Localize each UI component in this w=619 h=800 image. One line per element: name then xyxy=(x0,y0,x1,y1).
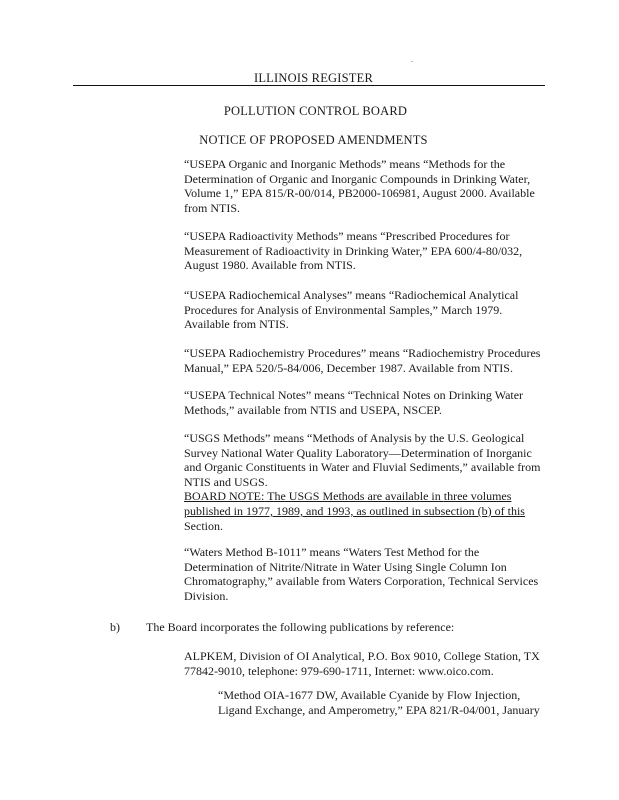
definition-line: “USEPA Radioactivity Methods” means “Prescribed Procedures for xyxy=(184,229,510,243)
header-rule xyxy=(73,85,545,86)
definition-line: Methods,” available from NTIS and USEPA, NSCEP. xyxy=(184,402,442,417)
definition-line: “USEPA Radiochemistry Procedures” means “Radiochemistry Procedures xyxy=(184,346,541,360)
reference-line: ALPKEM, Division of OI Analytical, P.O. Box 9010, College Station, TX xyxy=(184,649,540,663)
definition-line: August 1980. Available from NTIS. xyxy=(184,258,356,273)
reference-line: “Method OIA-1677 DW, Available Cyanide by Flow Injection, xyxy=(218,688,521,702)
register-title: ILLINOIS REGISTER xyxy=(253,71,373,85)
definition-usepa-technical-notes xyxy=(184,388,546,417)
definition-line: from NTIS. xyxy=(184,200,240,215)
definition-usgs-methods xyxy=(184,431,546,533)
board-note-text: outlined in subsection (b) of this xyxy=(369,503,525,518)
definition-line: Volume 1,” EPA 815/R-00/014, PB2000-106981, August 2000. Available xyxy=(184,186,535,201)
definition-usepa-radiochemical xyxy=(184,288,546,332)
definition-usepa-radioactivity xyxy=(184,229,546,273)
definition-line: “USEPA Organic and Inorganic Methods” means “Methods for the xyxy=(184,157,506,171)
definition-line: Determination of Nitrite/Nitrate in Water Using Single Column Ion xyxy=(184,559,507,574)
board-note-text: The USGS Methods are available in xyxy=(264,489,444,504)
notice-title: NOTICE OF PROPOSED AMENDMENTS xyxy=(199,133,428,147)
definition-line: Manual,” EPA 520/5-84/006, December 1987. Available from NTIS. xyxy=(184,360,513,375)
definition-usepa-organic-inorganic xyxy=(184,157,546,215)
method-oia-reference xyxy=(218,688,548,717)
subsection-b-label: b) xyxy=(110,620,120,634)
board-title: POLLUTION CONTROL BOARD xyxy=(223,104,408,118)
board-note-line-3: Section. xyxy=(184,518,223,533)
definition-line: “USEPA Radiochemical Analyses” means “Radiochemical Analytical xyxy=(184,288,519,302)
definition-line: Available from NTIS. xyxy=(184,317,289,332)
board-note-text: three volumes xyxy=(443,489,512,504)
definition-waters-method xyxy=(184,545,546,603)
definition-line: “USEPA Technical Notes” means “Technical Notes on Drinking Water xyxy=(184,388,524,402)
definition-line: Division. xyxy=(184,588,229,603)
reference-line: Ligand Exchange, and Amperometry,” EPA 821/R-04/001, January xyxy=(218,702,540,717)
board-note-line-2 xyxy=(184,504,546,519)
definition-line: NTIS and USGS. xyxy=(184,474,268,489)
board-note-line-1 xyxy=(184,489,546,504)
definition-line: Survey National Water Quality Laboratory—Determination of Inorganic xyxy=(184,445,532,460)
top-mark: . xyxy=(411,55,413,64)
definition-line: and Organic Constituents in Water and Fluvial Sediments,” available from xyxy=(184,460,541,475)
definition-usepa-radiochemistry xyxy=(184,346,546,375)
definition-line: Determination of Organic and Inorganic Compounds in Drinking Water, xyxy=(184,171,531,186)
definition-line: “USGS Methods” means “Methods of Analysis by the U.S. Geological xyxy=(184,431,525,445)
definition-line: Measurement of Radioactivity in Drinking Water,” EPA 600/4-80/032, xyxy=(184,243,523,258)
subsection-b-text: The Board incorporates the following publications by reference: xyxy=(146,620,455,634)
definition-line: Procedures for Analysis of Environmental Samples,” March 1979. xyxy=(184,302,503,317)
reference-line: 77842-9010, telephone: 979-690-1711, Internet: www.oico.com. xyxy=(184,663,494,678)
definition-line: Chromatography,” available from Waters Corporation, Technical Services xyxy=(184,574,539,589)
definition-line: “Waters Method B-1011” means “Waters Test Method for the xyxy=(184,545,480,559)
board-note-label: BOARD NOTE: xyxy=(184,489,265,504)
alpkem-reference xyxy=(184,649,564,678)
board-note-text: published in 1977, 1989, and 1993, as xyxy=(184,503,370,518)
